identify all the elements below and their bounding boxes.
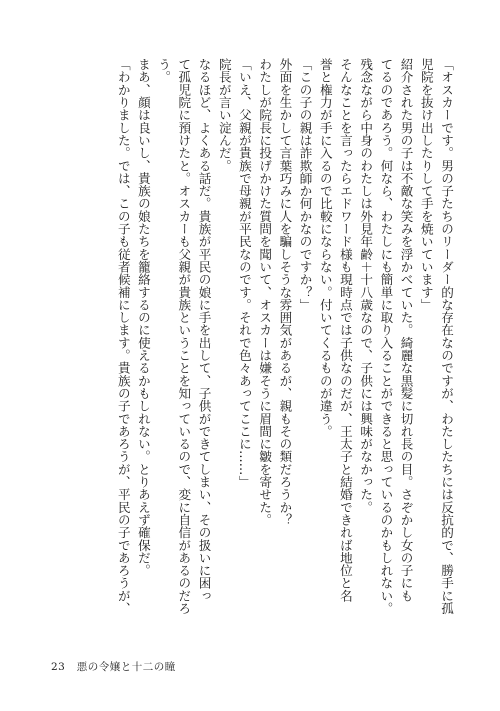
text-line: 残念ながら中身のわたしは外見年齢＋十八歳なので、子供には興味がなかった。	[358, 58, 374, 514]
text-line: て孤児院に預けたと。オスカーも父親が貴族ということを知っているので、変に自信があるのだろ	[176, 58, 192, 615]
text-line: わたしが院長に投げかけた質問を聞いて、オスカーは嫌そうに眉間に皺を寄せた。	[257, 58, 273, 527]
text-line: 「オスカーです。男の子たちのリーダー的な存在なのですが、わたしたちには反抗的で、勝手に孤	[439, 58, 454, 615]
text-line: そんなことを言ったらエドワード様も現時点では子供なのだが、王太子と結婚できれば地位と名	[337, 58, 353, 602]
text-line: なるほど、よくある話だ。貴族が平民の娘に手を出して、子供ができてしまい、その扱いに困っ	[196, 58, 212, 602]
text-line: まあ、顔は良いし、貴族の娘たちを籠絡するのに使えるかもしれない。とりあえず確保だ。	[135, 58, 151, 577]
text-line: 外面を生かして言葉巧みに人を騙しそうな雰囲気があるが、親もその類だろうか？	[277, 58, 293, 527]
text-line: 児院を抜け出したりして手を焼いています」	[418, 58, 434, 311]
text-line: 「わかりました。では、この子も従者候補にします。貴族の子であろうが、平民の子であろうが、	[115, 58, 131, 615]
text-line: う。	[156, 58, 172, 84]
text-line: 紹介された男の子は不敵な笑みを浮かべていた。綺麗な黒髪に切れ長の目。さぞかし女の子にも	[398, 58, 414, 602]
text-line: 院長が言い淀んだ。	[216, 58, 232, 172]
text-line: 誉と権力が手に入るので比較にならない。付いてくるものが違う。	[317, 58, 333, 438]
text-line: 「この子の親は詐欺師か何かなのですか？」	[297, 58, 313, 311]
vertical-text-body	[36, 58, 456, 648]
text-line: てるのであろう。何なら、わたしにも簡単に取り入ることができると思っているのかもしれない。	[378, 58, 394, 615]
text-line: 「いえ、父親が貴族で母親が平民なのです。それで色々あってここに……」	[236, 58, 252, 489]
book-title: 悪の令嬢と十二の瞳	[76, 661, 176, 673]
page-number: 23	[51, 661, 66, 673]
page-footer	[51, 660, 176, 674]
